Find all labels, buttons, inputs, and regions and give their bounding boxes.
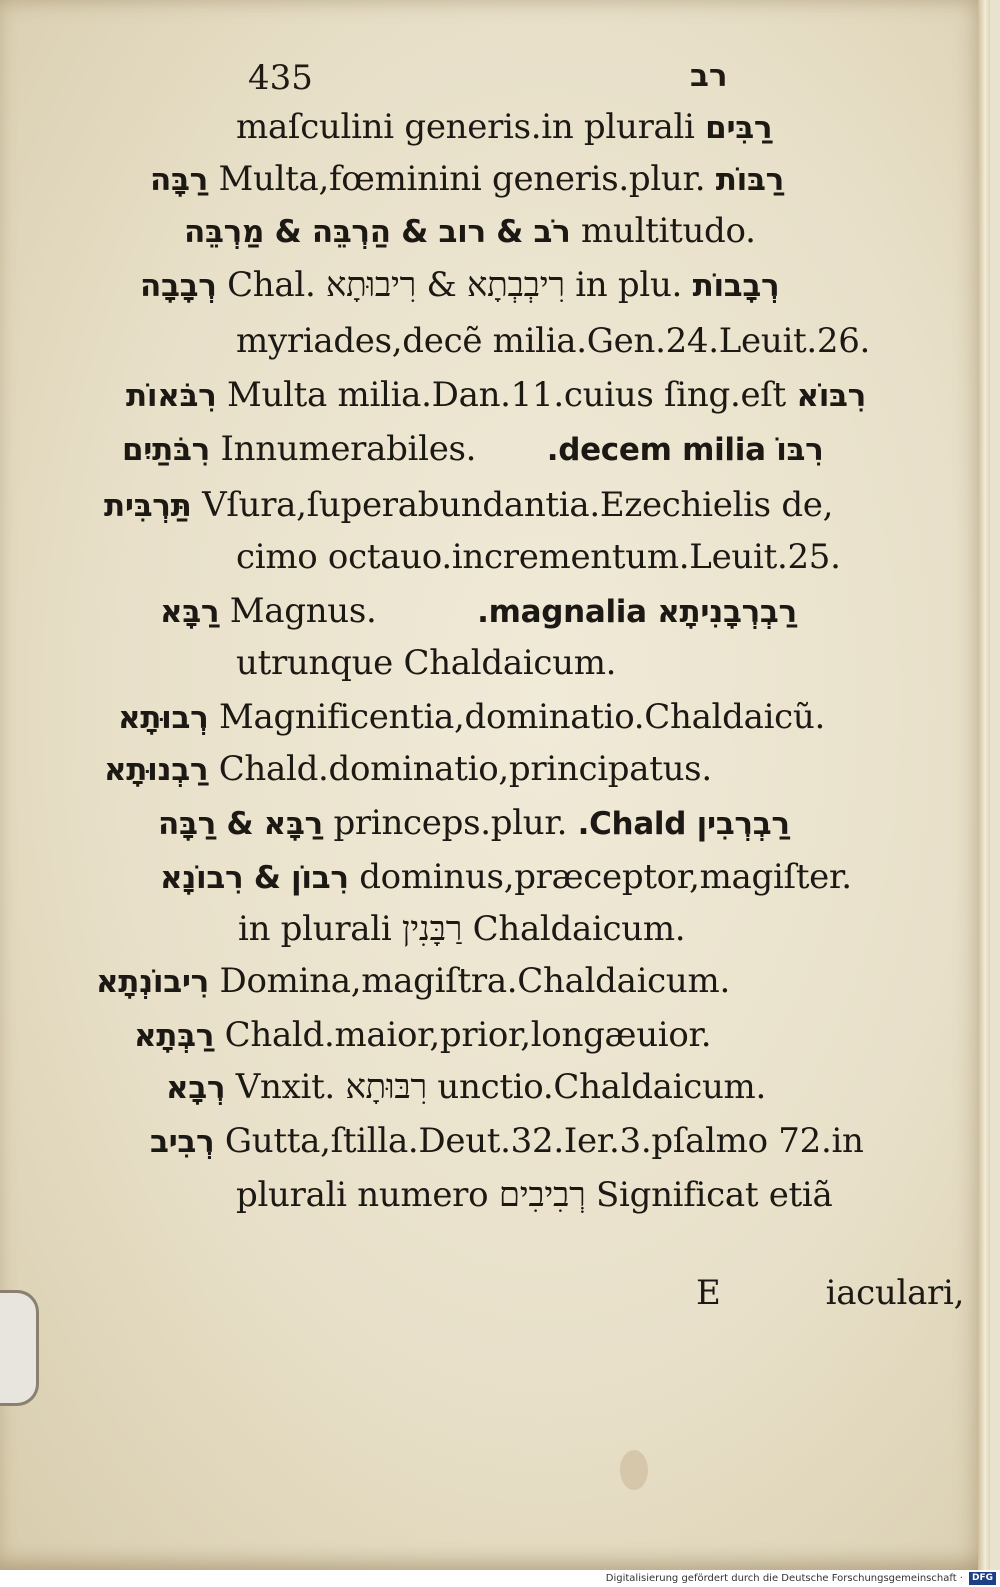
text-line: רִבֹּתַיִם Innumerabiles. רִבּוֹ decem milia. [122,429,824,469]
text-line: in plurali רַבָּנִין Chaldaicum. [238,909,686,949]
text-line: רַבְּתָא Chald.maior,prior,longæuior. [134,1015,712,1055]
text-line: רַבָּא Magnus. רַבְרְבָנִיתָא magnalia. [160,591,797,631]
text-line: רְבָבָה Chal. רִיבְבְתָא & רִיבוּתָא in plu. רְבָבוֹת [140,265,780,305]
text-line: E iaculari, [696,1273,965,1313]
page-edge [978,0,990,1570]
paper-stain [620,1450,648,1490]
text-line: רֹב & רוב & הַרְבֵּה & מַרְבֵּה multitudo. [184,211,756,251]
text-line: plurali numero רְבִיבִים Significat etiã [236,1175,833,1215]
text-line: רִבֹּאוֹת Multa milia.Dan.11.cuius ſing.eſt רִבּוֹא [126,375,867,415]
footer-credit: Digitalisierung gefördert durch die Deutsche Forschungsgemeinschaft · [605,1573,963,1584]
text-line: myriades,decẽ milia.Gen.24.Leuit.26. [236,321,871,361]
text-line: רְבוּתָא Magnificentia,dominatio.Chaldaicũ. [118,697,825,737]
text-line: רִבוֹן & רִבוֹנָא dominus,præceptor,magiſter. [160,857,852,897]
page-number: 435 [248,58,313,98]
text-line: cimo octauo.incrementum.Leuit.25. [236,537,841,577]
running-head: רב [690,58,728,94]
text-line: maſculini generis.in plurali רַבִּים [236,107,773,147]
page-clip [0,1290,39,1406]
text-line: רִיבוֹנְתָא Domina,magiſtra.Chaldaicum. [96,961,730,1001]
dfg-logo: DFG [969,1572,996,1585]
text-line: רְבִיב Gutta,ſtilla.Deut.32.Ier.3.pſalmo 72.in [150,1121,864,1161]
text-line: רַבְנוּתָא Chald.dominatio,principatus. [104,749,712,789]
text-line: רַבָּה Multa,fœminini generis.plur. רַבּוֹת [150,159,784,199]
text-line: utrunque Chaldaicum. [236,643,617,683]
digitization-footer [0,1570,1000,1587]
text-line: רַבָּא & רַבָּה princeps.plur. רַבְרְבִין Chald. [158,803,790,843]
text-line: תַּרְבִּית Vſura,ſuperabundantia.Ezechielis de, [104,485,834,525]
text-line: רְבָא Vnxit. רִבּוּתָא unctio.Chaldaicum. [166,1067,767,1107]
